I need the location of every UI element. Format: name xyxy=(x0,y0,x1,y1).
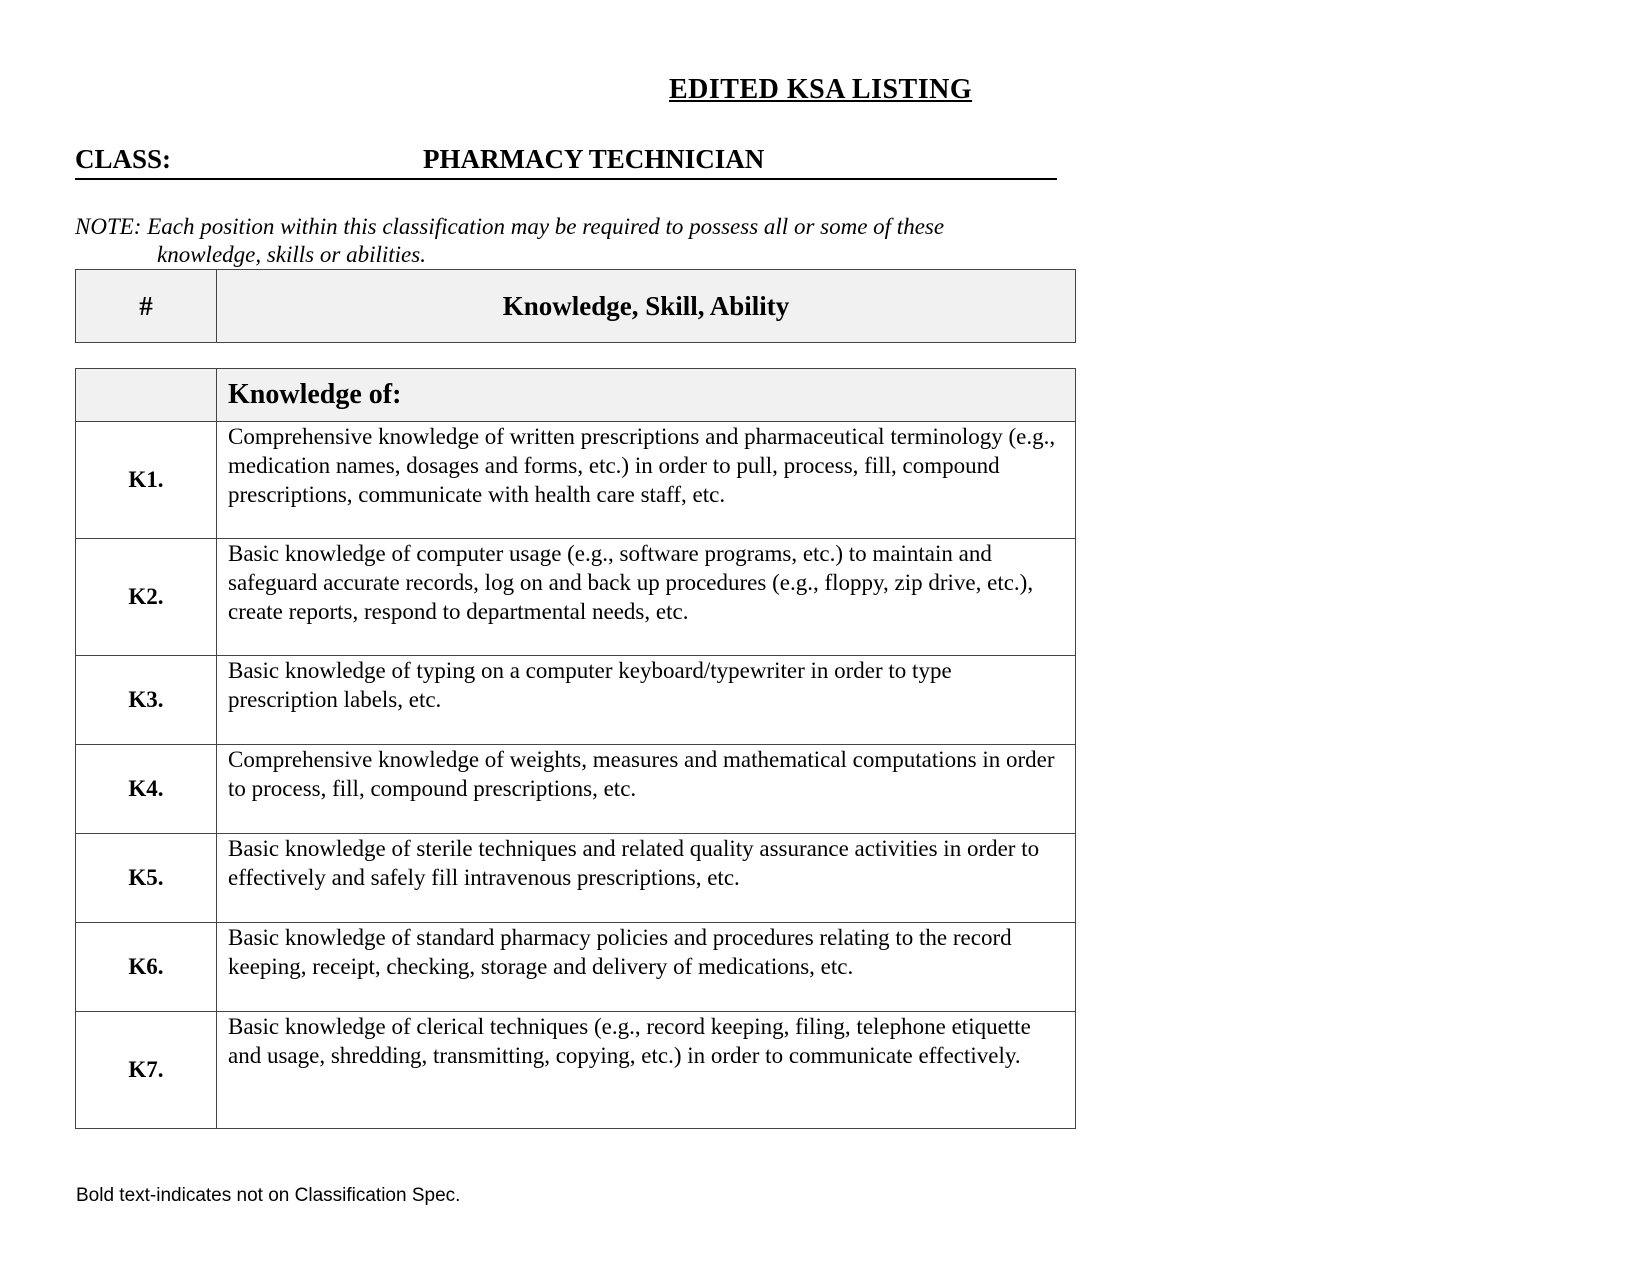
note-line-2: knowledge, skills or abilities. xyxy=(157,242,426,267)
section-num-cell xyxy=(76,369,217,422)
row-text: Comprehensive knowledge of weights, measures and mathematical computations in order to process, fill, compound prescriptions, etc. xyxy=(217,745,1076,834)
class-value: PHARMACY TECHNICIAN xyxy=(423,144,765,174)
class-line xyxy=(75,144,1057,180)
row-num: K2. xyxy=(76,539,217,656)
row-num: K5. xyxy=(76,834,217,923)
row-num: K3. xyxy=(76,656,217,745)
row-text: Basic knowledge of standard pharmacy policies and procedures relating to the record keeping, receipt, checking, storage and delivery of medications, etc. xyxy=(217,923,1076,1012)
header-num: # xyxy=(76,270,217,343)
row-num: K7. xyxy=(76,1012,217,1129)
table-row xyxy=(76,656,1076,745)
row-text: Comprehensive knowledge of written prescriptions and pharmaceutical terminology (e.g., medication names, dosages and forms, etc.) in order to pull, process, fill, compound prescriptions, communicate with health care staff, etc. xyxy=(217,422,1076,539)
section-label: Knowledge of: xyxy=(217,369,1076,422)
row-text: Basic knowledge of clerical techniques (e.g., record keeping, filing, telephone etiquette and usage, shredding, transmitting, copying, etc.) in order to communicate effectively. xyxy=(217,1012,1076,1129)
note-line-1: NOTE: Each position within this classification may be required to possess all or some of these xyxy=(75,214,945,239)
row-text: Basic knowledge of computer usage (e.g., software programs, etc.) to maintain and safeguard accurate records, log on and back up procedures (e.g., floppy, zip drive, etc.), create reports, respond to departmental needs, etc. xyxy=(217,539,1076,656)
row-text: Basic knowledge of sterile techniques and related quality assurance activities in order to effectively and safely fill intravenous prescriptions, etc. xyxy=(217,834,1076,923)
row-num: K4. xyxy=(76,745,217,834)
row-num: K6. xyxy=(76,923,217,1012)
table-row xyxy=(76,923,1076,1012)
row-num: K1. xyxy=(76,422,217,539)
table-row xyxy=(76,745,1076,834)
table-row xyxy=(76,834,1076,923)
header-row xyxy=(76,270,1076,343)
row-text: Basic knowledge of typing on a computer keyboard/typewriter in order to type prescription labels, etc. xyxy=(217,656,1076,745)
footer-note: Bold text-indicates not on Classification Spec. xyxy=(76,1185,461,1206)
note xyxy=(75,213,1075,269)
section-row xyxy=(76,369,1076,422)
ksa-header-table xyxy=(75,269,1076,343)
table-row xyxy=(76,1012,1076,1129)
header-ksa: Knowledge, Skill, Ability xyxy=(217,270,1076,343)
table-row xyxy=(76,539,1076,656)
class-label: CLASS: xyxy=(75,144,172,174)
ksa-table xyxy=(75,368,1076,1129)
document-title: EDITED KSA LISTING xyxy=(669,74,973,105)
table-row xyxy=(76,422,1076,539)
